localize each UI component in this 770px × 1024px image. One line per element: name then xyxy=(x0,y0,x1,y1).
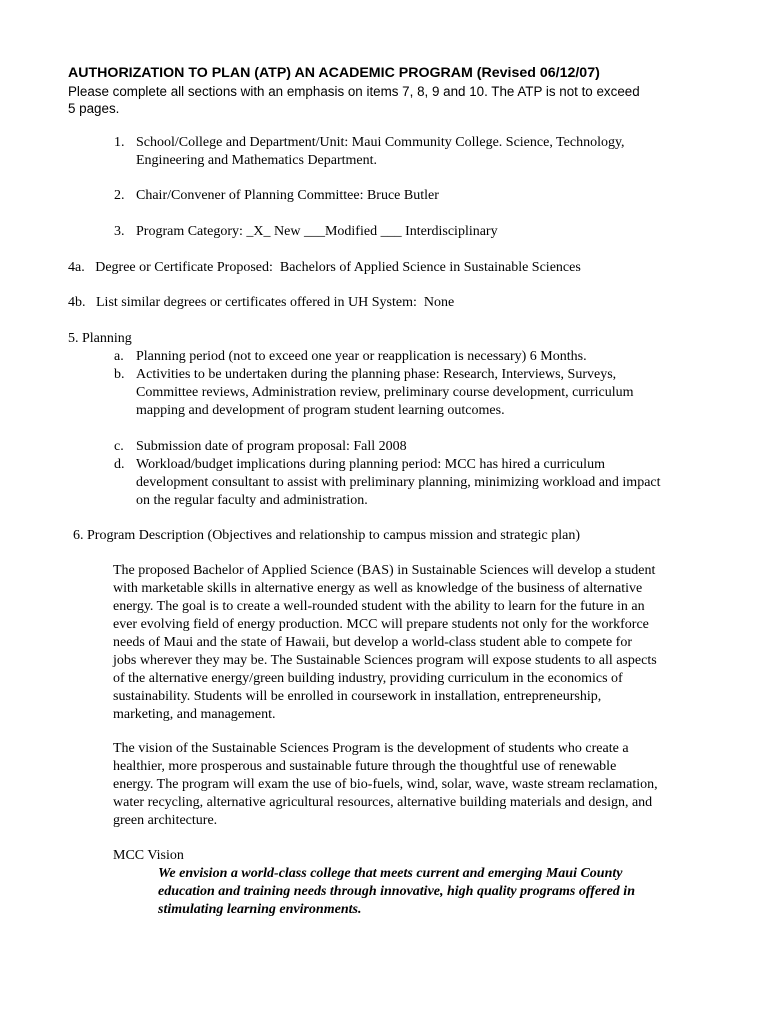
planning-point-d-text: Workload/budget implications during planning period: MCC has hired a curriculum development consultant to assist with preliminary planning, minimizing workload and impact on the regular faculty and administration. xyxy=(136,457,661,508)
planning-point-d xyxy=(0,456,770,510)
planning-point-a-text: Planning period (not to exceed one year or reapplication is necessary) 6 Months. xyxy=(136,349,587,364)
item-1-number: 1. xyxy=(114,135,125,150)
document-title: AUTHORIZATION TO PLAN (ATP) AN ACADEMIC PROGRAM (Revised 06/12/07) xyxy=(68,65,600,81)
item-2-number: 2. xyxy=(114,188,125,203)
planning-point-a xyxy=(0,348,770,366)
planning-point-d-mark: d. xyxy=(114,457,125,472)
planning-point-c-mark: c. xyxy=(114,439,124,454)
planning-point-c xyxy=(0,438,770,456)
planning-point-b-mark: b. xyxy=(114,367,125,382)
vision-label: MCC Vision xyxy=(113,848,184,863)
vision-statement: We envision a world-class college that meets current and emerging Maui County education and training needs through innovative, high quality programs offered in stimulating learning environments. xyxy=(158,866,635,917)
item-3-text: Program Category: _X_ New ___Modified ___ Interdisciplinary xyxy=(136,224,498,239)
planning-point-b-text: Activities to be undertaken during the planning phase: Research, Interviews, Surveys, Committee reviews, Administration review, preliminary course development, curriculum mapping and development of program student learning outcomes. xyxy=(136,367,634,418)
planning-point-b xyxy=(0,366,770,438)
planning-point-a-mark: a. xyxy=(114,349,124,364)
item-3-number: 3. xyxy=(114,224,125,239)
intro-instructions: Please complete all sections with an emphasis on items 7, 8, 9 and 10. The ATP is not to exceed 5 pages. xyxy=(68,84,640,116)
item-1-text: School/College and Department/Unit: Maui Community College. Science, Technology, Engineering and Mathematics Department. xyxy=(136,135,625,168)
description-paragraph-1: The proposed Bachelor of Applied Science (BAS) in Sustainable Sciences will develop a student with marketable skills in alternative energy as well as knowledge of the business of alternative energy. The goal is to create a well-rounded student with the ability to learn for the future in an ever evolving field of energy production. MCC will prepare students not only for the workforce needs of Maui and the state of Hawaii, but develop a world-class student able to compete for jobs wherever they may be. The Sustainable Sciences program will expose students to all aspects of the alternative energy/green building industry, providing curriculum in the economics of sustainability. Students will be enrolled in coursework in installation, entrepreneurship, marketing, and management. xyxy=(113,563,657,722)
item-4b: 4b. List similar degrees or certificates offered in UH System: None xyxy=(68,295,455,310)
description-heading: 6. Program Description (Objectives and relationship to campus mission and strategic plan) xyxy=(73,528,580,543)
planning-heading: 5. Planning xyxy=(68,331,132,346)
planning-point-c-text: Submission date of program proposal: Fall 2008 xyxy=(136,439,407,454)
item-2-text: Chair/Convener of Planning Committee: Bruce Butler xyxy=(136,188,439,203)
item-4a: 4a. Degree or Certificate Proposed: Bachelors of Applied Science in Sustainable Sciences xyxy=(68,260,581,275)
description-paragraph-2: The vision of the Sustainable Sciences Program is the development of students who create a healthier, more prosperous and sustainable future through the thoughtful use of renewable energy. The program will exam the use of bio-fuels, wind, solar, wave, waste stream reclamation, water recycling, alternative agricultural resources, alternative building materials and design, and green architecture. xyxy=(113,741,658,828)
